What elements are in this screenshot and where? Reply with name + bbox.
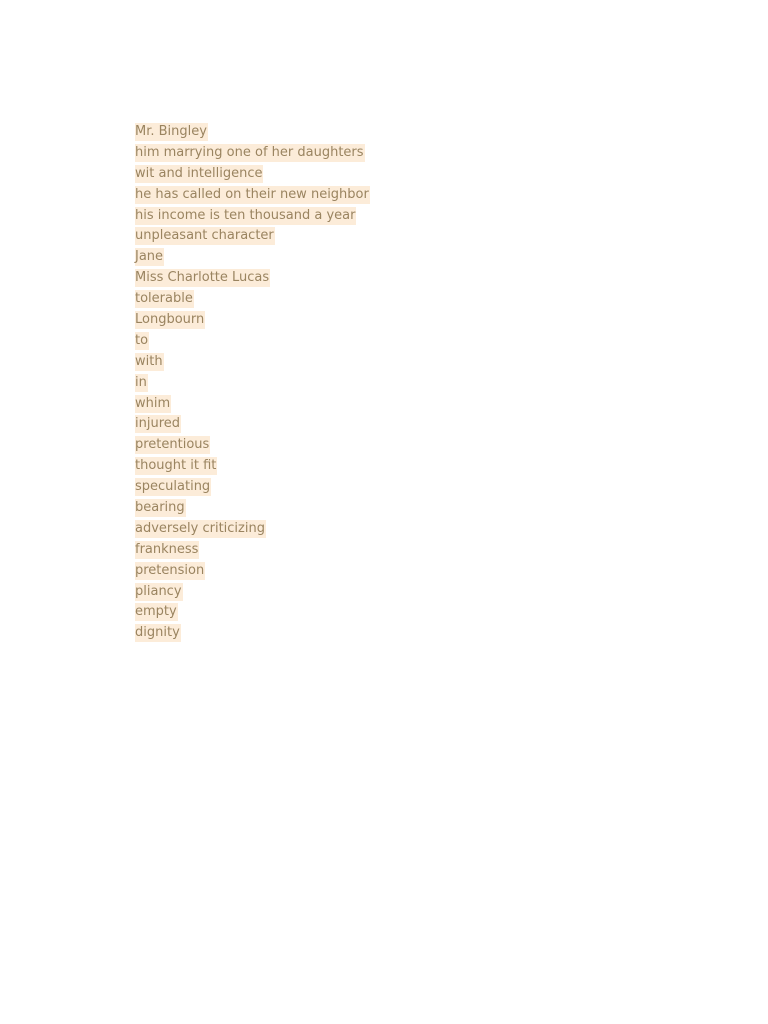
answer-text: Miss Charlotte Lucas xyxy=(135,270,270,286)
answer-item xyxy=(135,310,370,331)
answer-item xyxy=(135,623,370,644)
answer-text: frankness xyxy=(135,541,199,557)
answer-item xyxy=(135,352,370,373)
answer-item xyxy=(135,185,370,206)
answer-item xyxy=(135,164,370,185)
answer-text: to xyxy=(135,332,149,348)
answer-item xyxy=(135,602,370,623)
answer-text: wit and intelligence xyxy=(135,165,263,181)
answer-item xyxy=(135,143,370,164)
answer-item xyxy=(135,394,370,415)
answer-text: him marrying one of her daughters xyxy=(135,144,364,160)
answer-text: pretentious xyxy=(135,437,210,453)
answer-item xyxy=(135,540,370,561)
answer-text: empty xyxy=(135,604,177,620)
answer-text: Longbourn xyxy=(135,312,205,328)
answer-text: in xyxy=(135,374,147,390)
answer-text: dignity xyxy=(135,625,180,641)
answer-text: unpleasant character xyxy=(135,228,274,244)
answer-text: Jane xyxy=(135,249,164,265)
answer-text: tolerable xyxy=(135,291,193,307)
answer-text: thought it fit xyxy=(135,458,217,474)
answer-text: pliancy xyxy=(135,583,182,599)
answer-list xyxy=(135,122,370,644)
answer-item xyxy=(135,289,370,310)
answer-item xyxy=(135,435,370,456)
answer-item xyxy=(135,582,370,603)
answer-item xyxy=(135,498,370,519)
answer-item xyxy=(135,122,370,143)
answer-text: Mr. Bingley xyxy=(135,124,207,139)
answer-text: pretension xyxy=(135,562,205,578)
answer-text: whim xyxy=(135,395,171,411)
answer-item xyxy=(135,519,370,540)
answer-item xyxy=(135,226,370,247)
answer-item xyxy=(135,331,370,352)
answer-text: his income is ten thousand a year xyxy=(135,207,356,223)
answer-item xyxy=(135,456,370,477)
answer-item xyxy=(135,561,370,582)
answer-item xyxy=(135,247,370,268)
answer-text: adversely criticizing xyxy=(135,520,265,536)
answer-text: he has called on their new neighbor xyxy=(135,186,369,202)
answer-text: bearing xyxy=(135,500,185,516)
answer-item xyxy=(135,268,370,289)
answer-text: injured xyxy=(135,416,181,432)
answer-text: speculating xyxy=(135,479,211,495)
answer-item xyxy=(135,206,370,227)
answer-text: with xyxy=(135,353,163,369)
answer-item xyxy=(135,414,370,435)
answer-item xyxy=(135,373,370,394)
answer-item xyxy=(135,477,370,498)
